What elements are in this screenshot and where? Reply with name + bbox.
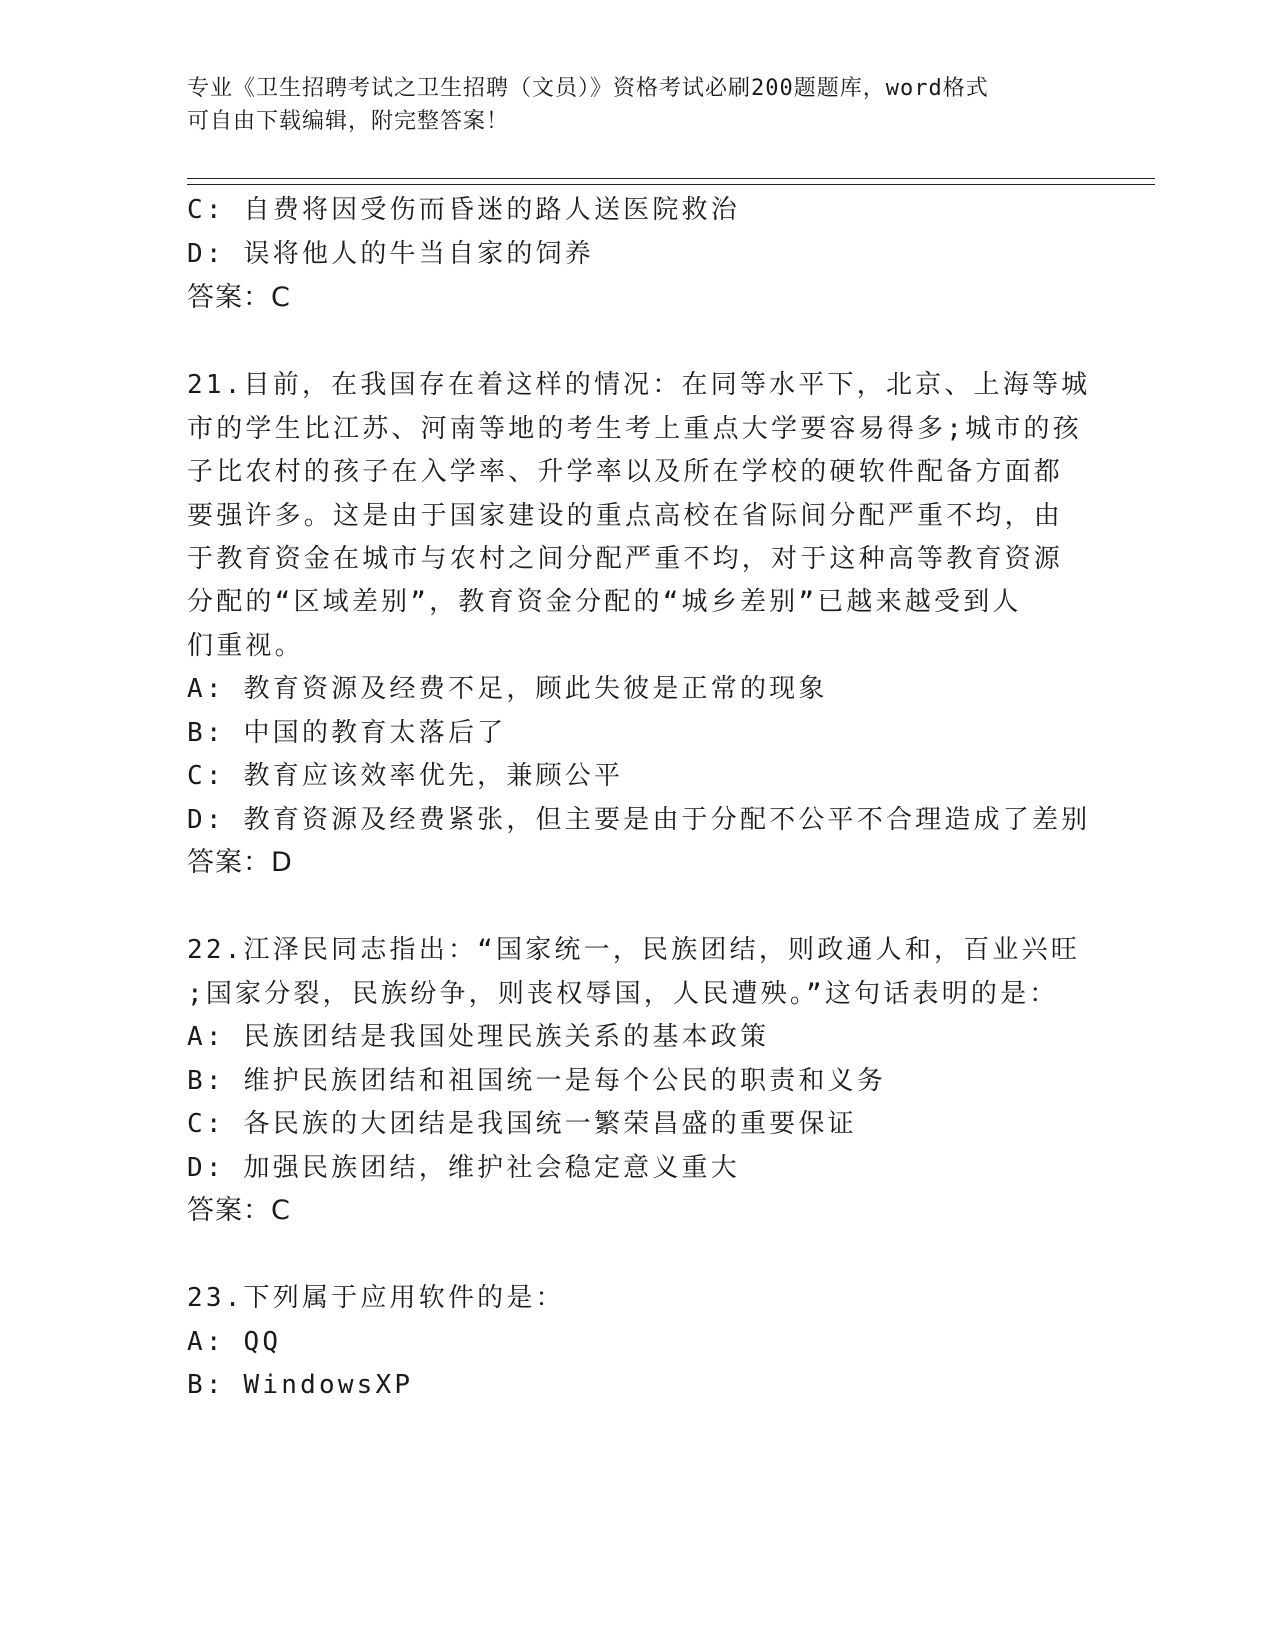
q21-stem-line: 21.目前，在我国存在着这样的情况：在同等水平下，北京、上海等城: [187, 370, 1091, 400]
document-header: [187, 72, 1067, 138]
q20-option-c: C: 自费将因受伤而昏迷的路人送医院救治: [187, 195, 740, 225]
header-rule-top: [187, 178, 1155, 179]
q20-answer: 答案：C: [187, 282, 291, 313]
q21-option-b: B: 中国的教育太落后了: [187, 718, 507, 748]
q23-option-a: A: QQ: [187, 1327, 282, 1357]
q21-option-c: C: 教育应该效率优先，兼顾公平: [187, 761, 624, 791]
q21-stem-line: 于教育资金在城市与农村之间分配严重不均，对于这种高等教育资源: [187, 544, 1064, 574]
q22-option-d: D: 加强民族团结，维护社会稳定意义重大: [187, 1153, 740, 1183]
q21-option-d: D: 教育资源及经费紧张，但主要是由于分配不公平不合理造成了差别: [187, 805, 1091, 835]
q23-option-b: B: WindowsXP: [187, 1370, 414, 1400]
q21-stem-line: 子比农村的孩子在入学率、升学率以及所在学校的硬软件配备方面都: [187, 457, 1064, 487]
header-line-2: 可自由下载编辑，附完整答案！: [187, 109, 510, 134]
q22-stem-line: 22.江泽民同志指出：“国家统一，民族团结，则政通人和，百业兴旺: [187, 935, 1081, 965]
q21-option-a: A: 教育资源及经费不足，顾此失彼是正常的现象: [187, 674, 828, 704]
q21-stem-line: 分配的“区域差别”，教育资金分配的“城乡差别”已越来越受到人: [187, 587, 1022, 617]
header-line-1: 专业《卫生招聘考试之卫生招聘（文员）》资格考试必刷200题题库，word格式: [187, 76, 989, 101]
header-rule-bottom: [187, 184, 1155, 185]
q22-stem-line: ;国家分裂，民族纷争，则丧权辱国，人民遭殃。”这句话表明的是：: [187, 979, 1059, 1009]
q22-option-a: A: 民族团结是我国处理民族关系的基本政策: [187, 1022, 770, 1052]
q23-stem-line: 23.下列属于应用软件的是：: [187, 1283, 565, 1313]
q22-option-b: B: 维护民族团结和祖国统一是每个公民的职责和义务: [187, 1066, 886, 1096]
q21-stem-line: 们重视。: [187, 631, 304, 661]
q20-option-d: D: 误将他人的牛当自家的饲养: [187, 239, 594, 269]
q21-stem-line: 要强许多。这是由于国家建设的重点高校在省际间分配严重不均，由: [187, 501, 1064, 531]
q21-stem-line: 市的学生比江苏、河南等地的考生考上重点大学要容易得多;城市的孩: [187, 414, 1082, 444]
q21-answer: 答案：D: [187, 847, 293, 878]
q22-answer: 答案：C: [187, 1195, 291, 1226]
q22-option-c: C: 各民族的大团结是我国统一繁荣昌盛的重要保证: [187, 1109, 857, 1139]
